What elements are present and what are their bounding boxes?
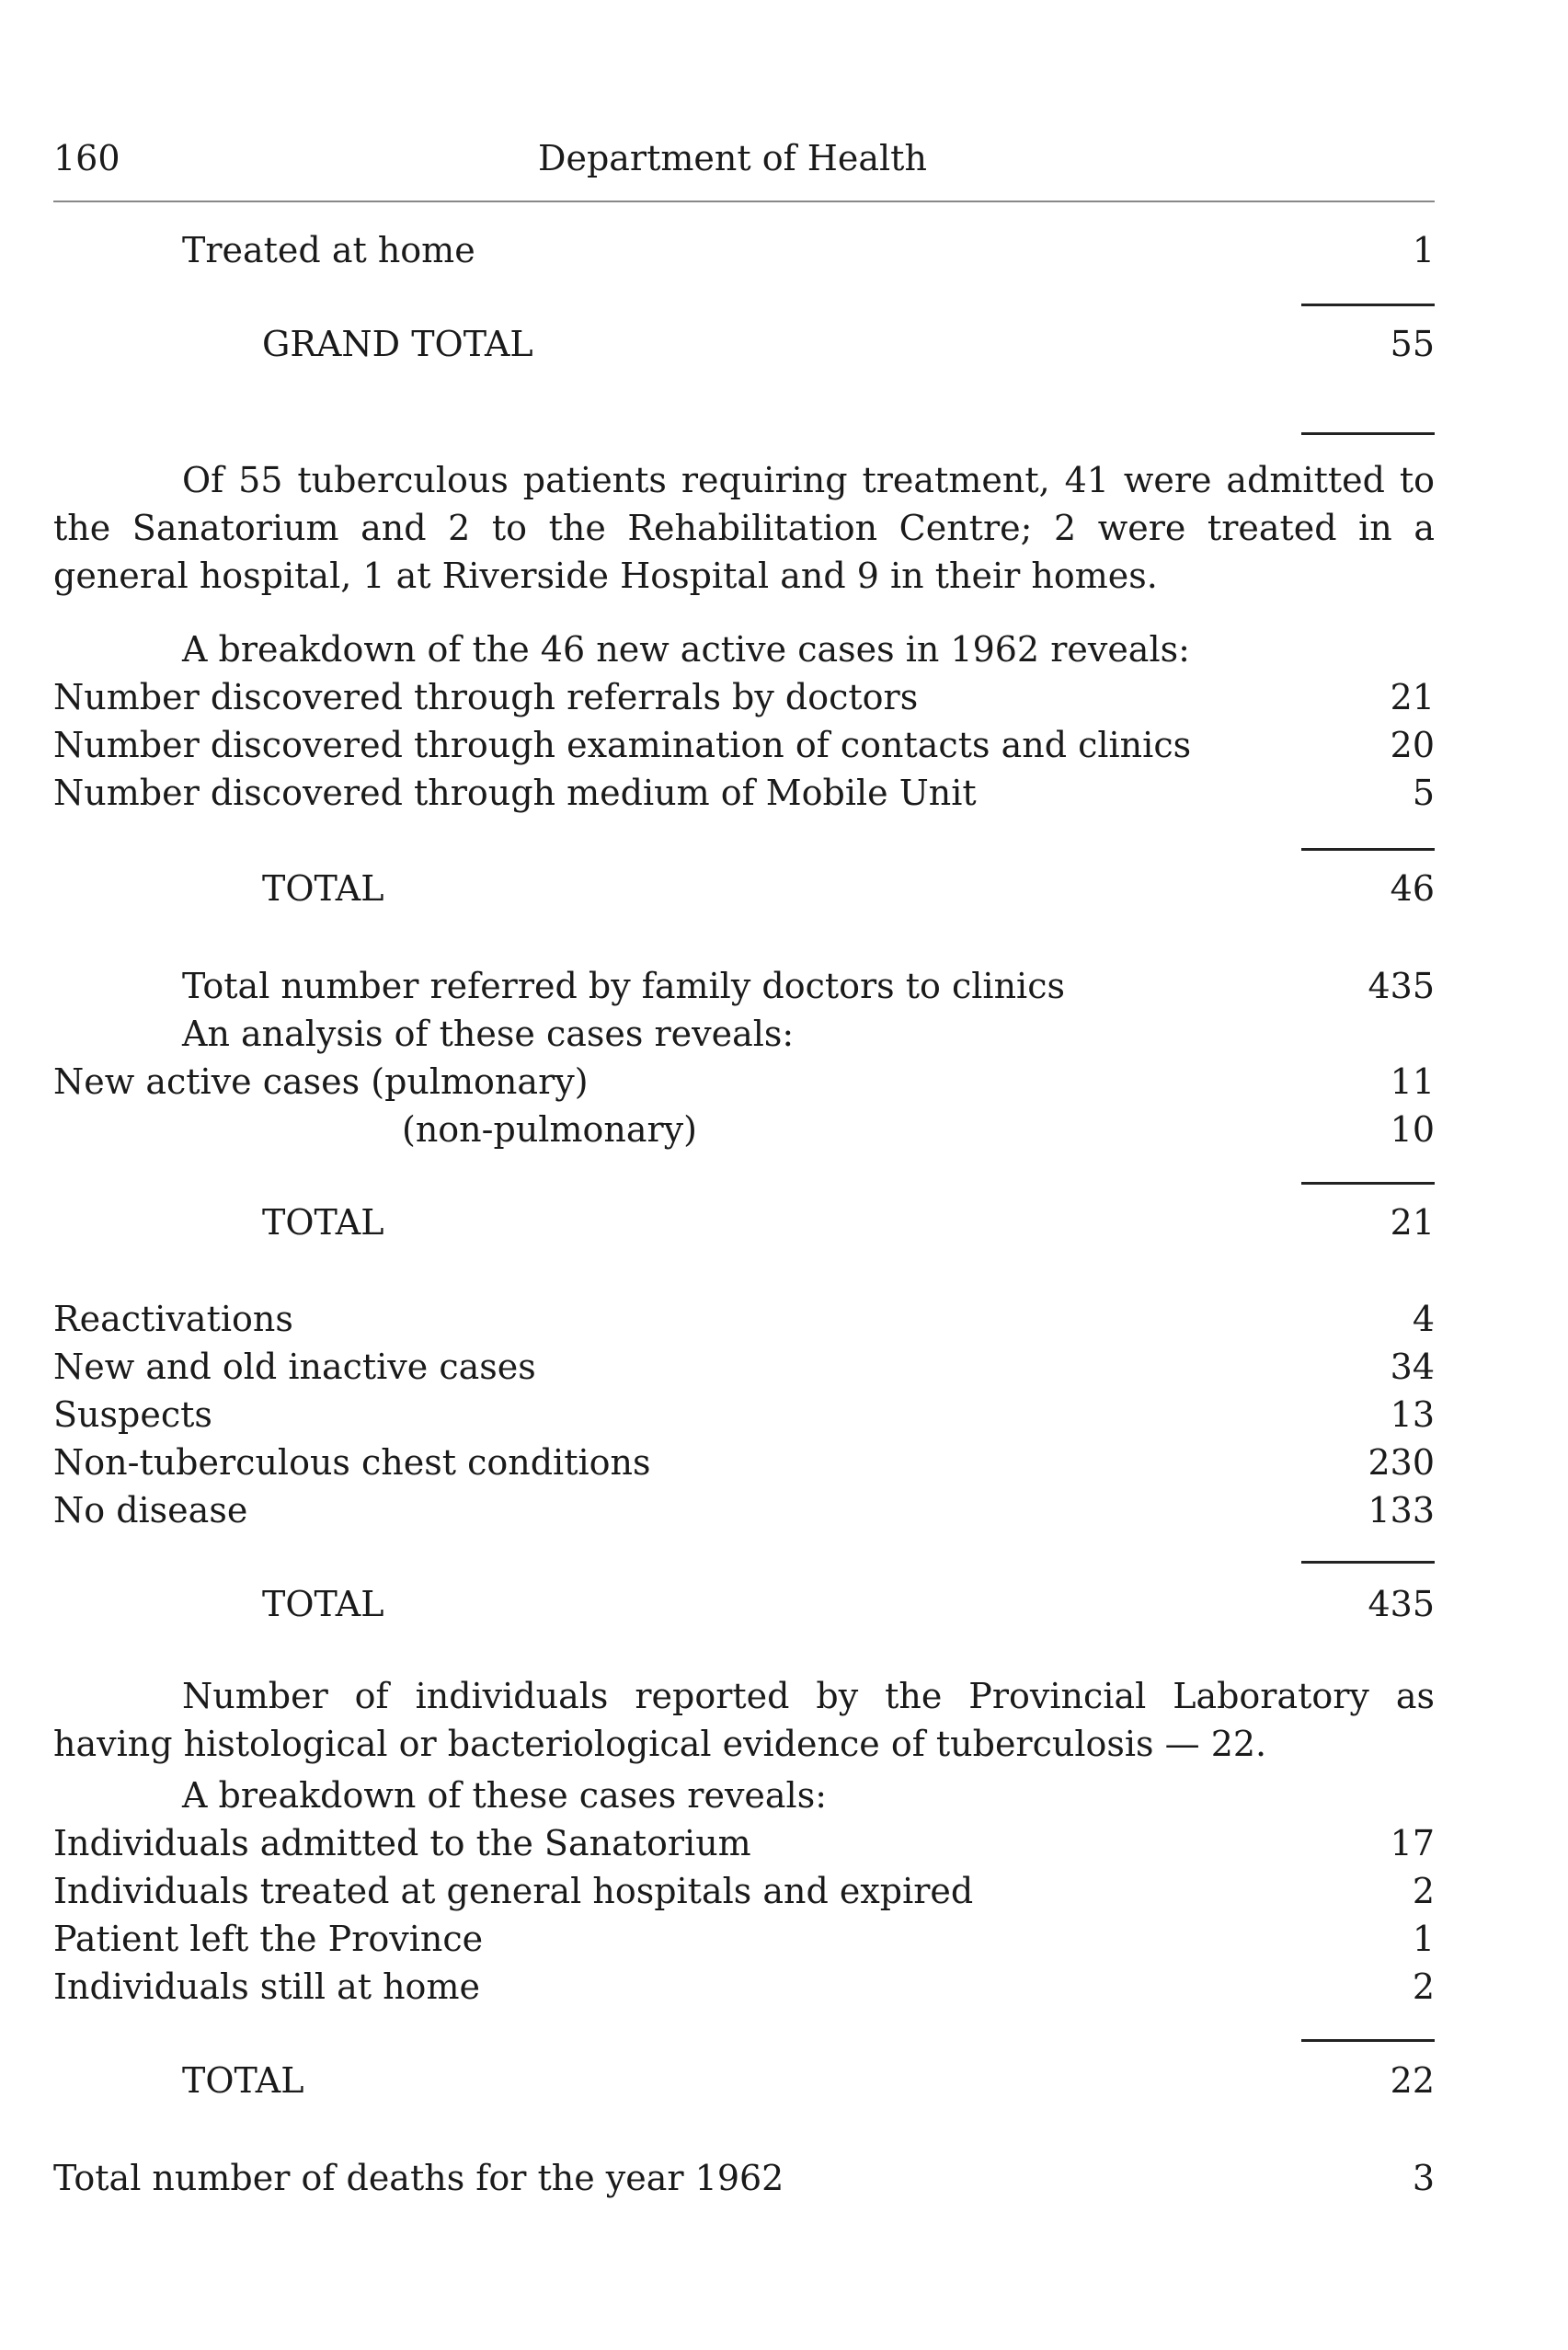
treated-home-value: 1 (1412, 230, 1435, 270)
sum-rule (1301, 1182, 1435, 1185)
breakdown-row-value: 5 (1412, 773, 1435, 813)
non-pulmonary-value: 10 (1390, 1109, 1435, 1150)
breakdown-total-label: TOTAL (262, 868, 384, 909)
breakdown-row-value: 20 (1390, 725, 1435, 765)
category-value: 230 (1368, 1442, 1435, 1483)
sum-rule (1301, 304, 1435, 306)
breakdown-row-label: Number discovered through examination of contacts and clinics (53, 725, 1192, 765)
grand-total-label: GRAND TOTAL (262, 324, 533, 364)
referred-label: Total number referred by family doctors to clinics (182, 966, 1065, 1006)
category-label: Non-tuberculous chest conditions (53, 1442, 651, 1483)
header-rule (53, 201, 1435, 202)
category-label: No disease (53, 1490, 248, 1530)
category-value: 34 (1390, 1347, 1435, 1387)
grand-total-value: 55 (1390, 324, 1435, 364)
category-label: Suspects (53, 1394, 212, 1435)
sum-rule (1301, 432, 1435, 435)
categories-total-label: TOTAL (262, 1584, 384, 1624)
new-active-total-value: 21 (1390, 1202, 1435, 1243)
breakdown-row-label: Number discovered through referrals by doctors (53, 677, 919, 717)
category-label: New and old inactive cases (53, 1347, 536, 1387)
paragraph-admissions-text: Of 55 tuberculous patients requiring treatment, 41 were admitted to the Sanatorium and 2 to the Rehabilitation Centre; 2 were treated in a general hospital, 1 at Riverside Hospital and 9 in their homes. (53, 460, 1435, 596)
deaths-label: Total number of deaths for the year 1962 (53, 2158, 784, 2198)
treated-home-label: Treated at home (182, 230, 475, 270)
lab-row-label: Individuals admitted to the Sanatorium (53, 1823, 751, 1863)
running-title: Department of Health (538, 138, 927, 178)
sum-rule (1301, 848, 1435, 851)
new-active-total-label: TOTAL (262, 1202, 384, 1243)
category-value: 13 (1390, 1394, 1435, 1435)
new-active-value: 11 (1390, 1061, 1435, 1102)
page-number: 160 (53, 138, 120, 178)
lab-total-label: TOTAL (182, 2060, 304, 2101)
lab-row-value: 2 (1412, 1871, 1435, 1911)
deaths-value: 3 (1412, 2158, 1435, 2198)
lab-row-value: 17 (1390, 1823, 1435, 1863)
lab-row-value: 1 (1412, 1919, 1435, 1959)
breakdown-intro: A breakdown of the 46 new active cases in 1962 reveals: (182, 629, 1190, 670)
lab-breakdown-intro: A breakdown of these cases reveals: (182, 1775, 828, 1816)
category-value: 4 (1412, 1299, 1435, 1339)
lab-row-label: Individuals still at home (53, 1966, 480, 2007)
paragraph-admissions (53, 456, 1435, 600)
new-active-label: New active cases (pulmonary) (53, 1061, 589, 1102)
paragraph-laboratory (53, 1672, 1435, 1768)
referred-value: 435 (1368, 966, 1435, 1006)
paragraph-laboratory-text: Number of individuals reported by the Provincial Laboratory as having histological or bacteriological evidence of tuberculosis — 22. (53, 1676, 1435, 1764)
breakdown-total-value: 46 (1390, 868, 1435, 909)
lab-total-value: 22 (1390, 2060, 1435, 2101)
non-pulmonary-label: (non-pulmonary) (402, 1109, 697, 1150)
sum-rule (1301, 1561, 1435, 1564)
category-value: 133 (1368, 1490, 1435, 1530)
breakdown-row-label: Number discovered through medium of Mobile Unit (53, 773, 977, 813)
lab-row-label: Individuals treated at general hospitals and expired (53, 1871, 974, 1911)
lab-row-label: Patient left the Province (53, 1919, 484, 1959)
breakdown-row-value: 21 (1390, 677, 1435, 717)
lab-row-value: 2 (1412, 1966, 1435, 2007)
analysis-intro: An analysis of these cases reveals: (182, 1014, 795, 1054)
category-label: Reactivations (53, 1299, 293, 1339)
categories-total-value: 435 (1368, 1584, 1435, 1624)
sum-rule (1301, 2039, 1435, 2042)
